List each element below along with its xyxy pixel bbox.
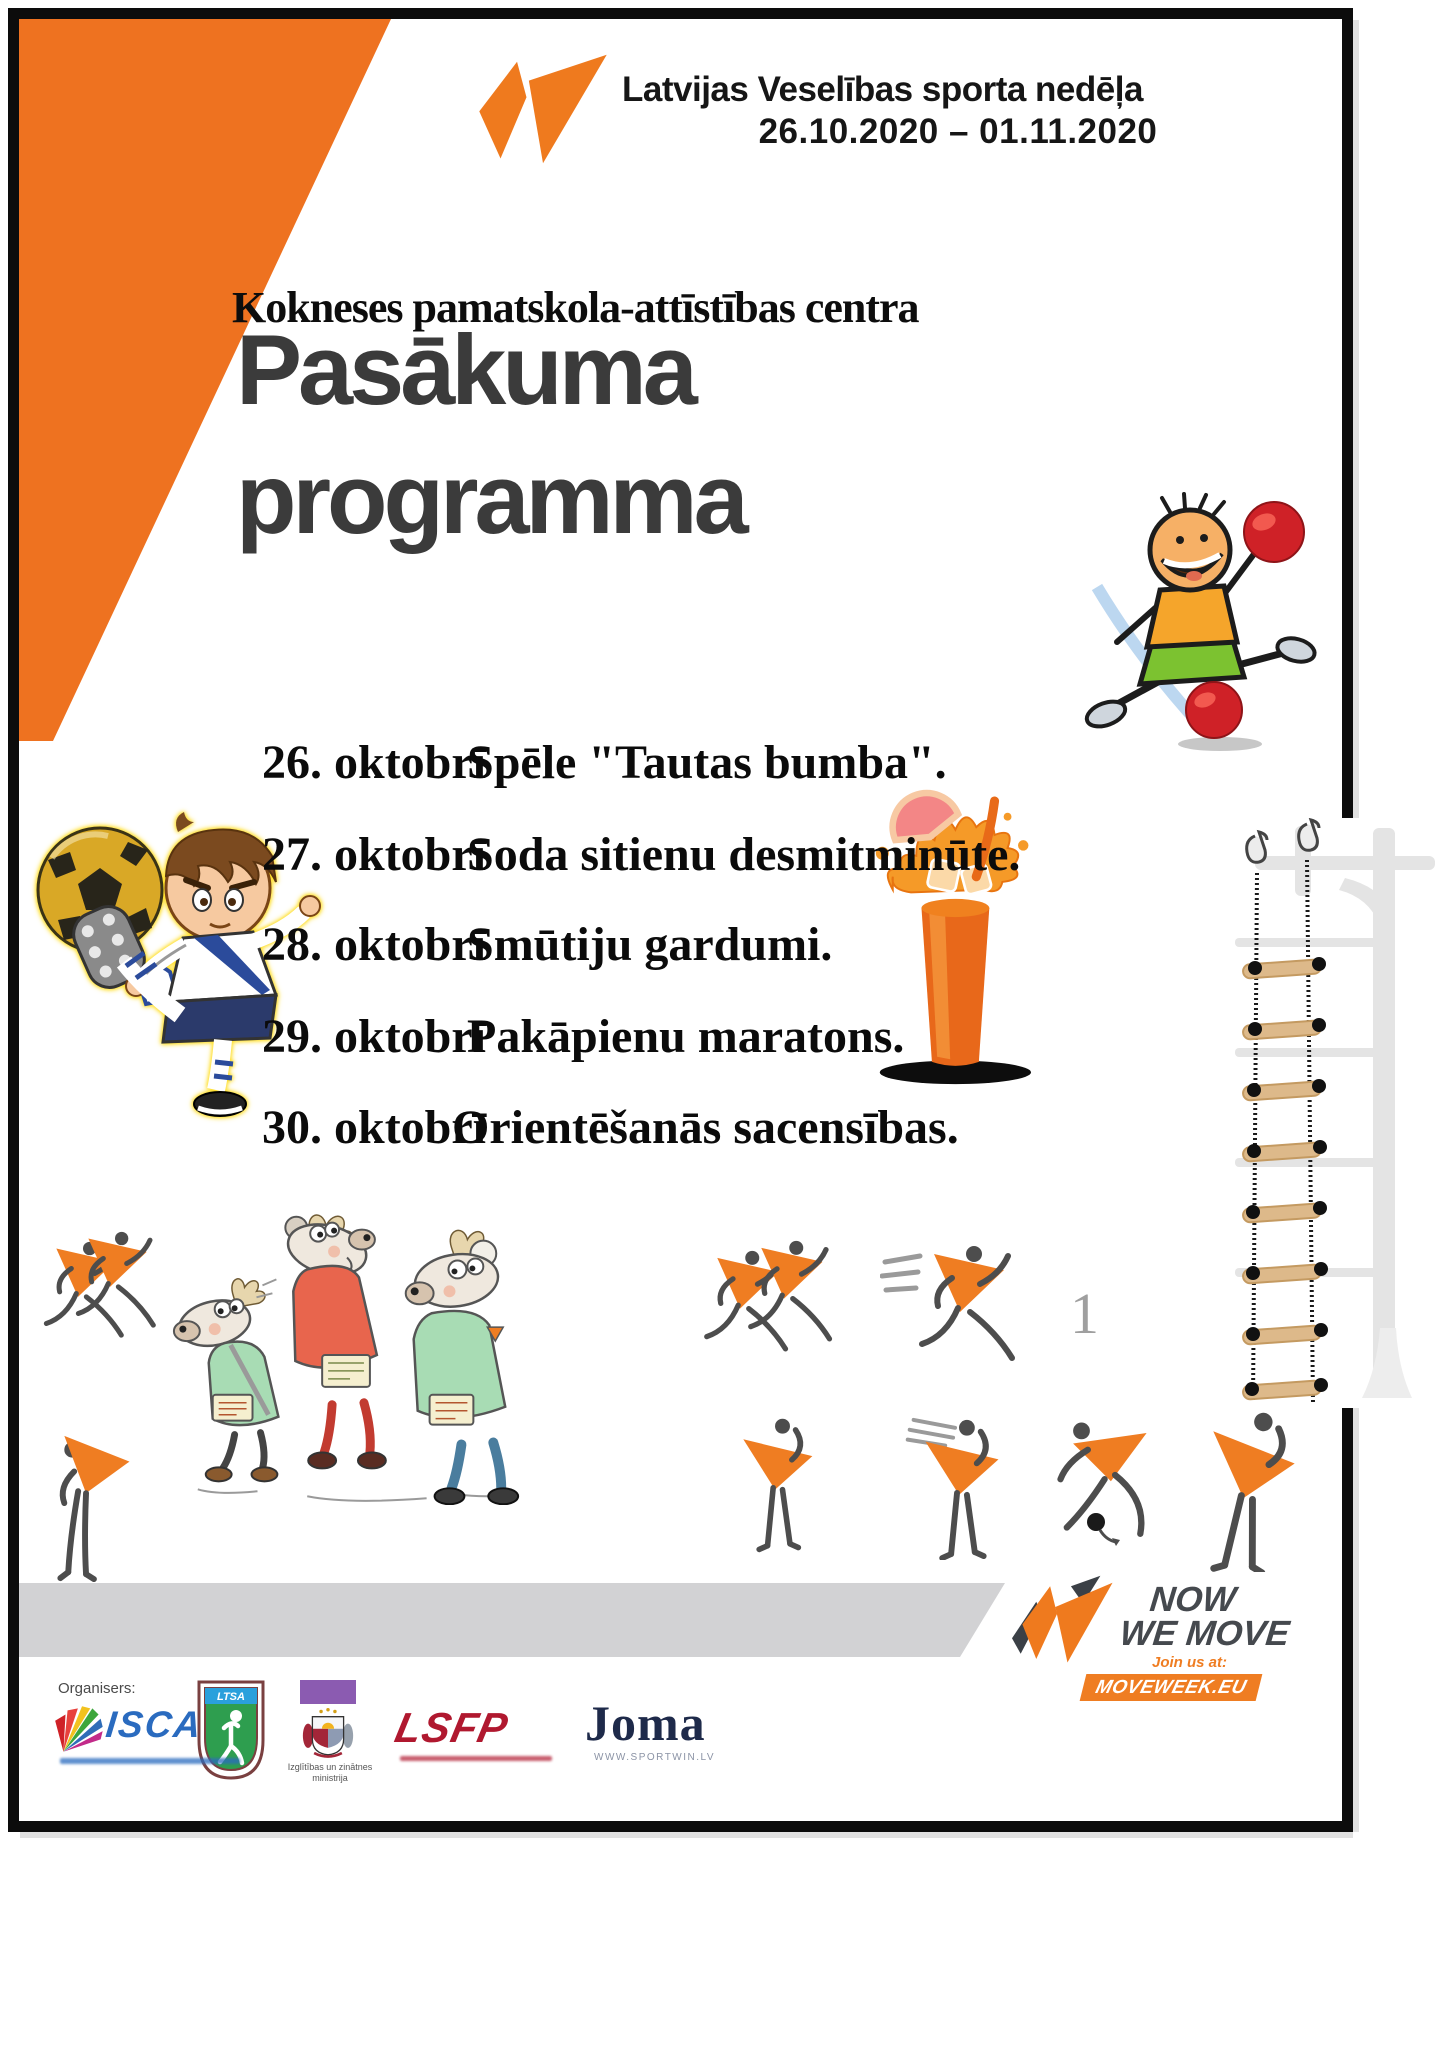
poster-shadow-bottom	[20, 1832, 1353, 1838]
isca-burst-icon	[55, 1698, 107, 1760]
ladder-number-mark: 1	[1070, 1281, 1099, 1346]
lsfp-logo-text: LSFP	[391, 1704, 513, 1751]
nowwemove-footer-logo-icon	[1012, 1572, 1116, 1668]
moveweek-url: MOVEWEEK.EU	[1093, 1676, 1249, 1698]
ministry-caption-line2: ministrija	[312, 1773, 348, 1784]
ministry-caption	[272, 1762, 388, 1785]
schedule-row	[262, 1100, 1162, 1155]
program-title-line2: programma	[236, 442, 745, 554]
schedule-activity: Smūtiju gardumi.	[467, 918, 833, 971]
organisers-label: Organisers:	[58, 1680, 136, 1697]
latvia-coat-of-arms-icon	[302, 1708, 354, 1760]
schedule-date: 26. oktobrī	[262, 736, 487, 789]
school-name: Kokneses pamatskola-attīstības centra	[232, 283, 919, 332]
event-title: Latvijas Veselības sporta nedēļa	[622, 70, 1143, 109]
ltsa-logo-text: LTSA	[217, 1691, 245, 1703]
schedule-date: 30. oktobrī	[262, 1101, 487, 1154]
schedule-activity: Pakāpienu maratons.	[467, 1010, 905, 1063]
schedule-row	[262, 827, 1162, 882]
gray-banner-strip	[18, 1583, 1008, 1657]
ltsa-shield-icon	[196, 1678, 266, 1782]
event-dates: 26.10.2020 – 01.11.2020	[758, 112, 1158, 151]
schedule-date: 28. oktobrī	[262, 918, 487, 971]
ministry-caption-line1: Izglītības un zinātnes	[287, 1762, 373, 1772]
orienteer-figure-standing	[735, 1415, 830, 1555]
schedule-row	[262, 1009, 1162, 1064]
orienteer-figure-leaning	[30, 1428, 148, 1586]
program-title-line1: Pasākuma	[236, 314, 694, 425]
schedule-date: 27. oktobrī	[262, 828, 487, 881]
join-us-text: Join us at:	[1152, 1654, 1228, 1671]
moose-runners-illustration	[158, 1205, 546, 1505]
nowwemove-text-wemove: WE MOVE	[1118, 1614, 1292, 1653]
schedule-row	[262, 917, 1162, 972]
poster-border-bottom	[8, 1821, 1353, 1832]
orienteer-figures-with-ball	[1050, 1400, 1338, 1572]
rope-ladder-illustration	[1195, 818, 1448, 1408]
lsfp-subtext-bar	[400, 1756, 552, 1761]
isca-subtext-bar	[60, 1758, 240, 1764]
orienteer-figure	[70, 1222, 170, 1340]
orienteer-figure	[742, 1230, 847, 1355]
poster-border-top	[8, 8, 1353, 19]
orienteer-figure-sprinting	[880, 1244, 1030, 1364]
nowwemove-text-now: NOW	[1148, 1580, 1238, 1619]
joma-logo-text: Joma	[585, 1695, 706, 1751]
moveweek-banner	[1080, 1674, 1263, 1701]
isca-logo-text: ISCA	[103, 1704, 205, 1745]
program-title	[236, 306, 796, 563]
schedule-activity: Soda sitienu desmitminūte.	[467, 828, 1021, 881]
ministry-purple-banner	[300, 1680, 356, 1704]
nowwemove-logo-icon	[468, 50, 618, 168]
schedule-date: 29. oktobrī	[262, 1010, 487, 1063]
poster-border-left	[8, 8, 19, 1832]
joma-website-text: WWW.SPORTWIN.LV	[594, 1752, 716, 1763]
schedule-activity: Orientēšanās sacensības.	[452, 1101, 959, 1154]
schedule-row	[262, 735, 1162, 790]
orienteer-figure-waving	[895, 1412, 1025, 1560]
dodgeball-kid-illustration	[1082, 492, 1322, 752]
schedule-activity: Spēle "Tautas bumba".	[467, 736, 947, 789]
